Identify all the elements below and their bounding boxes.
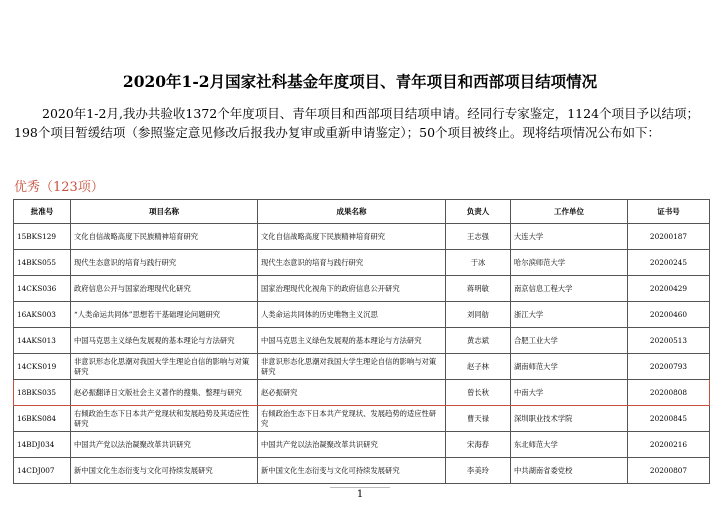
cell-leader: 黄志斌: [446, 328, 511, 354]
cell-approval-number: 14CKS019: [14, 354, 71, 380]
cell-certificate-number: 20200513: [628, 328, 710, 354]
cell-certificate-number: 20200807: [628, 458, 710, 484]
cell-project-name: 中国马克思主义绿色发展观的基本理论与方法研究: [71, 328, 258, 354]
cell-approval-number: 14AKS013: [14, 328, 71, 354]
cell-certificate-number: 20200245: [628, 250, 710, 276]
header-result-name: 成果名称: [258, 200, 446, 224]
cell-institution: 中南大学: [511, 380, 628, 406]
cell-institution: 中共湖南省委党校: [511, 458, 628, 484]
cell-project-name: 右倾政治生态下日本共产党现状和发展趋势及其适应性研究: [71, 406, 258, 432]
cell-leader: 宋海春: [446, 432, 511, 458]
table-row: [14, 224, 710, 250]
cell-certificate-number: 20200216: [628, 432, 710, 458]
cell-result-name: 中国共产党以法治凝聚改革共识研究: [258, 432, 446, 458]
cell-project-name: 政府信息公开与国家治理现代化研究: [71, 276, 258, 302]
cell-certificate-number: 20200460: [628, 302, 710, 328]
cell-project-name: 非意识形态化思潮对我国大学生理论自信的影响与对策研究: [71, 354, 258, 380]
cell-approval-number: 15BKS129: [14, 224, 71, 250]
table-row-highlighted: [14, 380, 710, 406]
cell-leader: 李美玲: [446, 458, 511, 484]
cell-institution: 哈尔滨师范大学: [511, 250, 628, 276]
cell-project-name: 中国共产党以法治凝聚改革共识研究: [71, 432, 258, 458]
table-row: [14, 328, 710, 354]
cell-certificate-number: 20200808: [628, 380, 710, 406]
cell-certificate-number: 20200187: [628, 224, 710, 250]
cell-result-name: 新中国文化生态衍变与文化可持续发展研究: [258, 458, 446, 484]
cell-result-name: 中国马克思主义绿色发展观的基本理论与方法研究: [258, 328, 446, 354]
cell-institution: 合肥工业大学: [511, 328, 628, 354]
cell-institution: 东北师范大学: [511, 432, 628, 458]
cell-result-name: 赵必振研究: [258, 380, 446, 406]
cell-approval-number: 14CDJ007: [14, 458, 71, 484]
cell-leader: 王志强: [446, 224, 511, 250]
cell-result-name: 右倾政治生态下日本共产党现状、发展趋势的适应性研究: [258, 406, 446, 432]
cell-project-name: “人类命运共同体”思想若干基础理论问题研究: [71, 302, 258, 328]
cell-institution: 大连大学: [511, 224, 628, 250]
cell-approval-number: 14BKS055: [14, 250, 71, 276]
table-row: [14, 432, 710, 458]
table-row: [14, 406, 710, 432]
cell-leader: 曹天禄: [446, 406, 511, 432]
cell-leader: 蒋明敏: [446, 276, 511, 302]
intro-paragraph: 2020年1-2月,我办共验收1372个年度项目、青年项目和西部项目结项申请。经同行专家鉴定，1124个项目予以结项；198个项目暂缓结项（参照鉴定意见修改后报我办复审或重新申请鉴定）；50个项目被终止。现将结项情况公布如下：: [14, 106, 700, 140]
cell-approval-number: 16BKS084: [14, 406, 71, 432]
cell-leader: 曾长秋: [446, 380, 511, 406]
footer-divider: [330, 487, 390, 488]
cell-institution: 湖南师范大学: [511, 354, 628, 380]
cell-result-name: 非意识形态化思潮对我国大学生理论自信的影响与对策研究: [258, 354, 446, 380]
table-row: [14, 276, 710, 302]
header-approval-number: 批准号: [14, 200, 71, 224]
cell-approval-number: 16AKS003: [14, 302, 71, 328]
cell-leader: 刘同舫: [446, 302, 511, 328]
results-table: [13, 199, 710, 484]
cell-certificate-number: 20200429: [628, 276, 710, 302]
cell-project-name: 现代生态意识的培育与践行研究: [71, 250, 258, 276]
section-heading: 优秀（123项）: [14, 180, 104, 195]
cell-project-name: 赵必振翻译日文版社会主义著作的搜集、整理与研究: [71, 380, 258, 406]
table-row: [14, 302, 710, 328]
table-row: [14, 354, 710, 380]
table-row: [14, 458, 710, 484]
cell-certificate-number: 20200845: [628, 406, 710, 432]
cell-project-name: 文化自信战略高度下民族精神培育研究: [71, 224, 258, 250]
header-leader: 负责人: [446, 200, 511, 224]
cell-certificate-number: 20200793: [628, 354, 710, 380]
cell-leader: 于冰: [446, 250, 511, 276]
cell-project-name: 新中国文化生态衍变与文化可持续发展研究: [71, 458, 258, 484]
header-institution: 工作单位: [511, 200, 628, 224]
cell-result-name: 现代生态意识的培育与践行研究: [258, 250, 446, 276]
cell-approval-number: 14BDJ034: [14, 432, 71, 458]
table-header-row: [14, 200, 710, 224]
cell-result-name: 国家治理现代化视角下的政府信息公开研究: [258, 276, 446, 302]
cell-institution: 深圳职业技术学院: [511, 406, 628, 432]
header-certificate-number: 证书号: [628, 200, 710, 224]
table-row: [14, 250, 710, 276]
cell-approval-number: 14CKS036: [14, 276, 71, 302]
cell-result-name: 文化自信战略高度下民族精神培育研究: [258, 224, 446, 250]
cell-leader: 赵子林: [446, 354, 511, 380]
cell-approval-number: 18BKS035: [14, 380, 71, 406]
cell-result-name: 人类命运共同体的历史唯物主义沉思: [258, 302, 446, 328]
page-title: 2020年1-2月国家社科基金年度项目、青年项目和西部项目结项情况: [122, 72, 598, 91]
header-project-name: 项目名称: [71, 200, 258, 224]
page-number: 1: [356, 489, 364, 500]
cell-institution: 南京信息工程大学: [511, 276, 628, 302]
cell-institution: 浙江大学: [511, 302, 628, 328]
